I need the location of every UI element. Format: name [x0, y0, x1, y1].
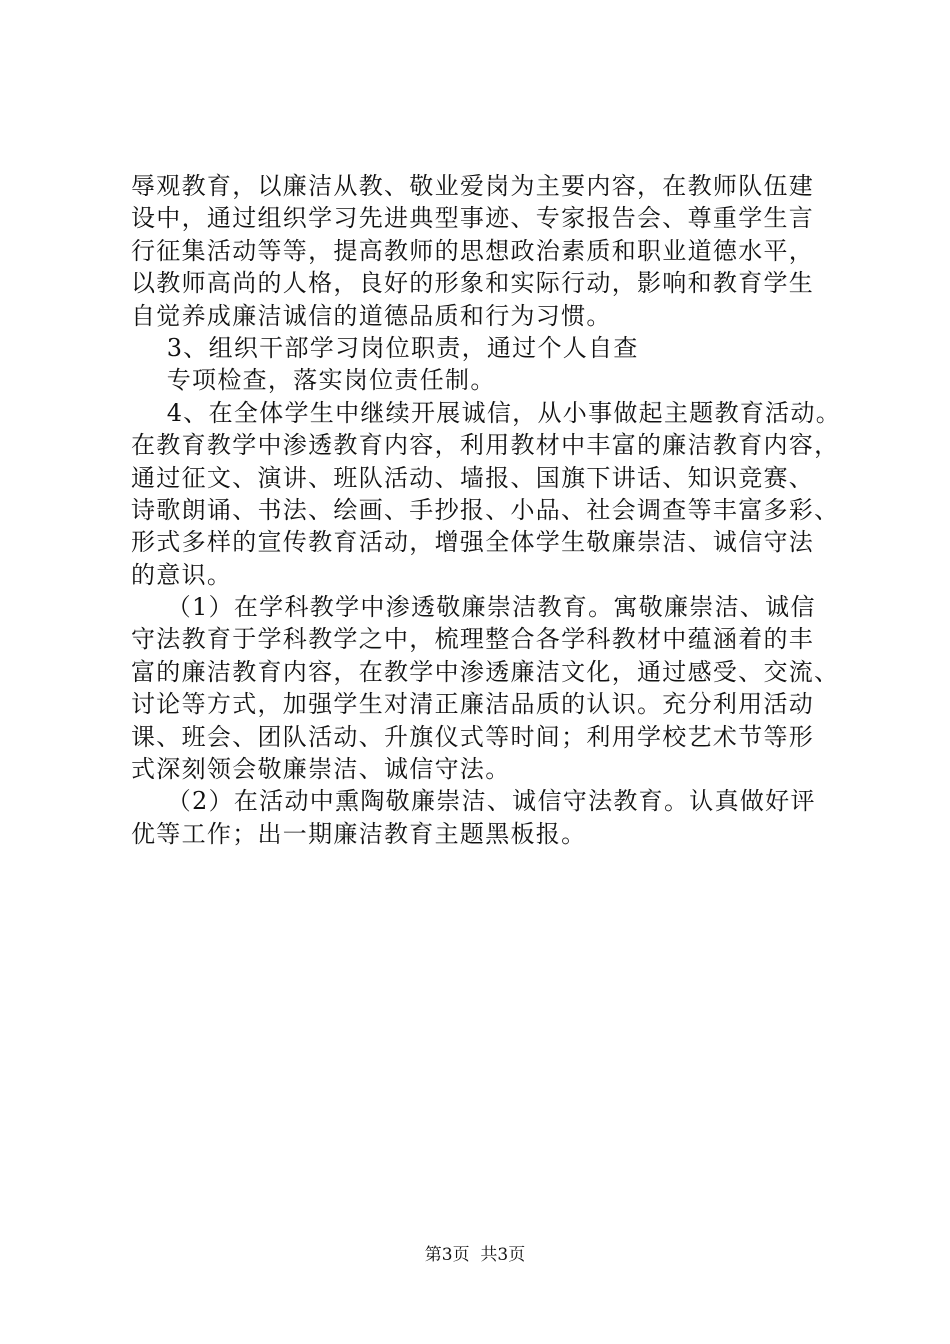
text-line: 形式多样的宣传教育活动，增强全体学生敬廉崇洁、诚信守法 [131, 528, 815, 557]
text-line: 设中，通过组织学习先进典型事迹、专家报告会、尊重学生言 [131, 204, 815, 233]
text-line: 以教师高尚的人格，良好的形象和实际行动，影响和教育学生 [131, 269, 815, 298]
text-line: 通过征文、演讲、班队活动、墙报、国旗下讲话、知识竞赛、 [131, 463, 815, 492]
text-line: 优等工作；出一期廉洁教育主题黑板报。 [131, 819, 587, 848]
text-line: 自觉养成廉洁诚信的道德品质和行为习惯。 [131, 301, 612, 330]
text-line: 专项检查，落实岗位责任制。 [131, 366, 496, 395]
text-line: 诗歌朗诵、书法、绘画、手抄报、小品、社会调查等丰富多彩、 [131, 495, 840, 524]
text-line: 辱观教育，以廉洁从教、敬业爱岗为主要内容，在教师队伍建 [131, 172, 815, 200]
text-line: 守法教育于学科教学之中，梳理整合各学科教材中蕴涵着的丰 [131, 625, 815, 654]
text-line: 的意识。 [131, 560, 233, 589]
text-line: 式深刻领会敬廉崇洁、诚信守法。 [131, 755, 511, 784]
text-line: 富的廉洁教育内容，在教学中渗透廉洁文化，通过感受、交流、 [131, 657, 840, 686]
text-line: 行征集活动等等，提高教师的思想政治素质和职业道德水平， [131, 236, 815, 265]
text-line: 讨论等方式，加强学生对清正廉洁品质的认识。充分利用活动 [131, 690, 815, 719]
text-line: 4、在全体学生中继续开展诚信，从小事做起主题教育活动。 [131, 398, 842, 427]
text-line: 3、组织干部学习岗位职责，通过个人自查 [131, 333, 639, 362]
page-number-footer: 第3页 共3页 [424, 1245, 526, 1265]
text-line: 课、班会、团队活动、升旗仪式等时间；利用学校艺术节等形 [131, 722, 815, 751]
body-text [131, 170, 842, 850]
text-line: （2）在活动中熏陶敬廉崇洁、诚信守法教育。认真做好评 [131, 787, 816, 816]
text-line: （1）在学科教学中渗透敬廉崇洁教育。寓敬廉崇洁、诚信 [131, 593, 816, 622]
text-line: 在教育教学中渗透教育内容，利用教材中丰富的廉洁教育内容， [131, 431, 840, 460]
